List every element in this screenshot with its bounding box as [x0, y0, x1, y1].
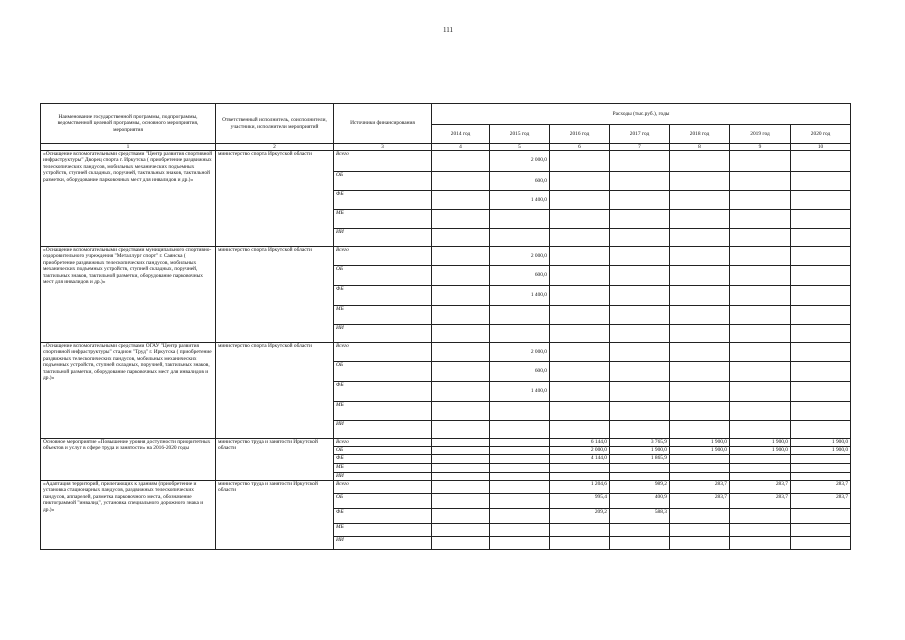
expense-cell — [791, 191, 851, 210]
expense-cell — [730, 509, 791, 524]
expense-cell — [610, 343, 670, 362]
funding-source: ОБ — [334, 172, 432, 191]
expense-cell — [791, 362, 851, 382]
expense-cell — [670, 362, 730, 382]
expense-cell — [730, 402, 791, 421]
expense-value: 2 000,0 — [530, 349, 547, 355]
funding-source: ФБ — [334, 191, 432, 210]
expense-cell — [610, 266, 670, 286]
measure-name: Основное мероприятие «Повышение уровня доступности приоритетных объектов и услуг в сфере труда и занятости» на 2016-2020 годы — [41, 439, 216, 481]
expense-cell — [550, 210, 610, 229]
expense-cell — [550, 447, 610, 455]
expense-cell — [730, 229, 791, 247]
expense-cell — [670, 473, 730, 481]
expense-value: 1 400,0 — [530, 292, 547, 298]
header-year: 2018 год — [670, 125, 730, 144]
column-number: 8 — [670, 144, 730, 151]
expense-value: 283,7 — [835, 481, 849, 487]
funding-source: Всего — [334, 247, 432, 266]
expense-cell — [550, 151, 610, 172]
expense-value: 1 900,0 — [831, 447, 849, 453]
expense-value: 209,2 — [594, 509, 607, 515]
expense-cell — [432, 286, 490, 306]
expense-cell — [791, 481, 851, 494]
expense-cell — [490, 524, 550, 537]
expense-cell — [432, 172, 490, 191]
expense-cell — [730, 286, 791, 306]
expense-value: 283,7 — [714, 494, 727, 500]
expense-cell — [730, 473, 791, 481]
expense-cell — [791, 537, 851, 550]
expense-cell — [490, 421, 550, 439]
expense-cell — [432, 439, 490, 447]
expense-cell — [432, 343, 490, 362]
expense-cell — [670, 286, 730, 306]
expense-cell — [490, 481, 550, 494]
header-year: 2020 год — [791, 125, 851, 144]
expense-value: 400,9 — [654, 494, 667, 500]
expense-cell — [550, 247, 610, 266]
measure-name: «Адаптация территорий, прилегающих к зданиям (приобретение и установка стационарных пандусов, раздвижных телескопических пандусов, аппарелей, разметка парковочного места, обозначение пиктограммой "инвалид", установка специального дорожного знака и др.)» — [41, 481, 216, 550]
expense-cell — [490, 494, 550, 509]
expense-cell — [432, 266, 490, 286]
expense-cell — [670, 494, 730, 509]
expense-cell — [610, 362, 670, 382]
expense-cell — [791, 421, 851, 439]
expense-cell — [432, 151, 490, 172]
expense-cell — [432, 210, 490, 229]
expense-cell — [670, 343, 730, 362]
expense-value: 1 900,0 — [710, 447, 727, 453]
measure-name: «Оснащение вспомогательными средствами ОГАУ "Центр развития спортивной инфраструктуры" стадион "Труд" г. Иркутска ( приобретение раздвижных телескопических пандусов, мобильных механических подъемных устройств, ступней складных, поручней, тактильных знаков, тактильной разметки, оборудование парковочных мест для инвалидов и др.)» — [41, 343, 216, 439]
expense-cell — [490, 402, 550, 421]
expense-value: 1 900,0 — [771, 447, 788, 453]
expense-cell — [550, 229, 610, 247]
expense-cell — [610, 402, 670, 421]
funding-source: ИИ — [334, 537, 432, 550]
expense-cell — [550, 172, 610, 191]
measure-name: «Оснащение вспомогательными средствами "Центр развития спортивной инфраструктуры" Дворец спорта г. Иркутска ( приобретение раздвижных телескопических пандусов, мобильных механических подъемных устройств, ступней складных, поручней, тактильных знаков, тактильной разметки, оборудование парковочных мест для инвалидов и др.)» — [41, 151, 216, 247]
table-row — [41, 151, 851, 172]
expense-cell — [610, 481, 670, 494]
column-number: 5 — [490, 144, 550, 151]
expense-cell — [550, 481, 610, 494]
funding-source: ИИ — [334, 325, 432, 343]
expense-cell — [490, 191, 550, 210]
table-row — [41, 247, 851, 266]
header-year: 2014 год — [432, 125, 490, 144]
funding-source: ОБ — [334, 266, 432, 286]
funding-source: ОБ — [334, 494, 432, 509]
header-responsible: Ответственный исполнитель, соисполнители, участники, исполнители мероприятий — [216, 104, 334, 144]
expense-cell — [791, 229, 851, 247]
expense-cell — [610, 286, 670, 306]
expense-cell — [670, 151, 730, 172]
expense-value: 4 144,0 — [590, 455, 607, 461]
expense-cell — [610, 494, 670, 509]
expense-cell — [550, 509, 610, 524]
expense-cell — [730, 343, 791, 362]
expense-cell — [730, 537, 791, 550]
expense-cell — [670, 537, 730, 550]
expense-cell — [610, 473, 670, 481]
expense-cell — [490, 247, 550, 266]
expense-cell — [791, 266, 851, 286]
funding-source: МБ — [334, 306, 432, 325]
funding-source: Всего — [334, 439, 432, 447]
expense-cell — [610, 421, 670, 439]
expense-cell — [490, 286, 550, 306]
expense-cell — [490, 447, 550, 455]
column-number: 1 — [41, 144, 216, 151]
column-number: 4 — [432, 144, 490, 151]
expense-cell — [550, 266, 610, 286]
funding-source: ФБ — [334, 286, 432, 306]
funding-source: МБ — [334, 524, 432, 537]
column-number: 10 — [791, 144, 851, 151]
expense-cell — [432, 362, 490, 382]
expense-cell — [550, 464, 610, 473]
expense-cell — [730, 421, 791, 439]
expense-cell — [670, 524, 730, 537]
expense-cell — [550, 494, 610, 509]
expense-cell — [791, 286, 851, 306]
measure-name: «Оснащение вспомогательными средствами муниципального спортивно-оздоровительного учреждения "Металлург спорт" г. Саянска ( приобретение раздвижных телескопических пандусов, мобильных механических подъемных устройств, ступней складных, поручней, тактильных знаков, тактильной разметки, оборудование парковочных мест для инвалидов и др.)» — [41, 247, 216, 343]
funding-source: МБ — [334, 464, 432, 473]
expense-cell — [490, 455, 550, 464]
funding-source: Всего — [334, 481, 432, 494]
header-source: Источники финансирования — [334, 104, 432, 144]
page-number: 111 — [443, 26, 453, 34]
column-number: 6 — [550, 144, 610, 151]
expense-cell — [670, 382, 730, 402]
expense-value: 600,0 — [534, 178, 547, 184]
header-year: 2015 год — [490, 125, 550, 144]
expense-cell — [791, 382, 851, 402]
table-body — [41, 151, 851, 550]
expense-cell — [670, 439, 730, 447]
expense-cell — [490, 229, 550, 247]
expense-cell — [550, 362, 610, 382]
expense-cell — [670, 229, 730, 247]
funding-source: ФБ — [334, 455, 432, 464]
funding-source: Всего — [334, 151, 432, 172]
expense-cell — [670, 266, 730, 286]
header-year: 2017 год — [610, 125, 670, 144]
expense-cell — [791, 325, 851, 343]
expense-cell — [490, 473, 550, 481]
expense-cell — [610, 325, 670, 343]
expense-cell — [432, 306, 490, 325]
funding-source: ОБ — [334, 447, 432, 455]
expense-cell — [730, 247, 791, 266]
expense-value: 1 900,0 — [650, 447, 667, 453]
expense-cell — [791, 306, 851, 325]
table-row — [41, 439, 851, 447]
expense-cell — [730, 439, 791, 447]
expense-cell — [670, 402, 730, 421]
expense-cell — [550, 455, 610, 464]
expense-cell — [670, 306, 730, 325]
column-number: 2 — [216, 144, 334, 151]
expense-cell — [791, 455, 851, 464]
responsible-executor: министерство спорта Иркутской области — [216, 247, 334, 343]
expense-cell — [610, 509, 670, 524]
expense-cell — [432, 537, 490, 550]
expense-value: 2 000,0 — [530, 253, 547, 259]
column-number: 7 — [610, 144, 670, 151]
expense-cell — [432, 524, 490, 537]
funding-source: ФБ — [334, 509, 432, 524]
expense-value: 600,0 — [534, 272, 547, 278]
expense-cell — [610, 191, 670, 210]
expense-cell — [610, 172, 670, 191]
responsible-executor: министерство спорта Иркутской области — [216, 151, 334, 247]
expense-cell — [550, 421, 610, 439]
expense-cell — [432, 481, 490, 494]
funding-source: Всего — [334, 343, 432, 362]
expense-cell — [791, 439, 851, 447]
expense-cell — [730, 266, 791, 286]
funding-source: МБ — [334, 210, 432, 229]
expense-value: 1 900,0 — [710, 439, 727, 445]
expense-cell — [610, 455, 670, 464]
expense-cell — [670, 509, 730, 524]
expense-cell — [730, 447, 791, 455]
expense-cell — [490, 266, 550, 286]
expense-cell — [791, 473, 851, 481]
expense-cell — [610, 464, 670, 473]
expense-cell — [490, 537, 550, 550]
expense-cell — [490, 464, 550, 473]
expense-cell — [791, 151, 851, 172]
expense-value: 1 865,9 — [650, 455, 667, 461]
expense-value: 1 900,0 — [771, 439, 788, 445]
expense-cell — [791, 524, 851, 537]
expense-cell — [730, 494, 791, 509]
expenses-table — [40, 103, 851, 550]
expense-value: 1 400,0 — [530, 197, 547, 203]
expense-cell — [730, 524, 791, 537]
expense-cell — [610, 210, 670, 229]
expense-cell — [730, 481, 791, 494]
expense-value: 283,7 — [775, 481, 788, 487]
expense-value: 283,7 — [714, 481, 727, 487]
funding-source: ИИ — [334, 421, 432, 439]
expense-cell — [550, 306, 610, 325]
expense-cell — [670, 210, 730, 229]
header-year: 2016 год — [550, 125, 610, 144]
funding-source: ИИ — [334, 229, 432, 247]
expense-cell — [550, 286, 610, 306]
expense-cell — [670, 447, 730, 455]
expense-cell — [791, 509, 851, 524]
expense-cell — [490, 509, 550, 524]
expense-cell — [670, 191, 730, 210]
expense-cell — [670, 325, 730, 343]
expense-value: 283,7 — [775, 494, 788, 500]
expense-cell — [791, 210, 851, 229]
expense-cell — [432, 464, 490, 473]
expense-cell — [670, 481, 730, 494]
expense-cell — [791, 172, 851, 191]
responsible-executor: министерство труда и занятости Иркутской области — [216, 481, 334, 550]
expense-cell — [432, 421, 490, 439]
table-row — [41, 481, 851, 494]
expense-value: 1 400,0 — [530, 388, 547, 394]
expense-cell — [670, 464, 730, 473]
expense-cell — [490, 151, 550, 172]
expense-cell — [490, 343, 550, 362]
expense-cell — [550, 402, 610, 421]
expense-cell — [550, 191, 610, 210]
expense-cell — [610, 151, 670, 172]
expense-cell — [490, 362, 550, 382]
funding-source: ИИ — [334, 473, 432, 481]
responsible-executor: министерство спорта Иркутской области — [216, 343, 334, 439]
expense-cell — [550, 473, 610, 481]
expense-cell — [432, 247, 490, 266]
expense-cell — [432, 473, 490, 481]
responsible-executor: министерство труда и занятости Иркутской области — [216, 439, 334, 481]
expense-cell — [610, 382, 670, 402]
expense-cell — [610, 447, 670, 455]
expense-cell — [670, 455, 730, 464]
expense-cell — [610, 537, 670, 550]
expense-value: 2 000,0 — [590, 447, 607, 453]
expense-cell — [670, 247, 730, 266]
expense-cell — [610, 524, 670, 537]
expense-cell — [432, 229, 490, 247]
expense-cell — [791, 494, 851, 509]
expense-cell — [791, 464, 851, 473]
expense-cell — [490, 210, 550, 229]
expense-value: 6 144,0 — [590, 439, 607, 445]
expense-cell — [610, 247, 670, 266]
expense-cell — [791, 247, 851, 266]
expense-cell — [610, 229, 670, 247]
expense-cell — [432, 447, 490, 455]
header-name: Наименование государственной программы, подпрограммы, ведомственной целевой программы, основного мероприятия, мероприятия — [41, 104, 216, 144]
column-number: 9 — [730, 144, 791, 151]
expense-cell — [791, 343, 851, 362]
expense-value: 1 204,6 — [590, 481, 607, 487]
expense-cell — [550, 439, 610, 447]
expense-cell — [730, 382, 791, 402]
expense-cell — [730, 191, 791, 210]
expense-cell — [432, 191, 490, 210]
expense-cell — [550, 524, 610, 537]
expense-cell — [432, 509, 490, 524]
expense-cell — [490, 172, 550, 191]
expense-cell — [730, 362, 791, 382]
column-number: 3 — [334, 144, 432, 151]
expense-cell — [550, 382, 610, 402]
table-header — [41, 104, 851, 151]
expense-cell — [730, 464, 791, 473]
expense-cell — [550, 537, 610, 550]
expense-cell — [490, 306, 550, 325]
expense-cell — [432, 455, 490, 464]
expense-cell — [670, 172, 730, 191]
expense-value: 3 765,9 — [650, 439, 667, 445]
expense-value: 600,0 — [534, 368, 547, 374]
table-row — [41, 343, 851, 362]
expense-cell — [730, 172, 791, 191]
expense-cell — [791, 402, 851, 421]
expense-value: 2 000,0 — [530, 157, 547, 163]
expense-cell — [432, 325, 490, 343]
expense-value: 283,7 — [835, 494, 849, 500]
expense-cell — [432, 382, 490, 402]
expense-cell — [670, 421, 730, 439]
expense-cell — [730, 325, 791, 343]
expense-cell — [730, 455, 791, 464]
expense-value: 1 900,0 — [831, 439, 849, 445]
expense-cell — [490, 439, 550, 447]
expense-cell — [550, 343, 610, 362]
header-year: 2019 год — [730, 125, 791, 144]
expense-cell — [432, 494, 490, 509]
header-expenses: Расходы (тыс.руб.), годы — [432, 104, 851, 125]
expense-value: 995,4 — [594, 494, 607, 500]
expense-cell — [490, 382, 550, 402]
expense-value: 989,2 — [654, 481, 667, 487]
expense-cell — [432, 402, 490, 421]
expense-cell — [730, 210, 791, 229]
expense-value: 588,3 — [654, 509, 667, 515]
expense-cell — [730, 151, 791, 172]
expense-cell — [791, 447, 851, 455]
funding-source: ФБ — [334, 382, 432, 402]
expense-cell — [610, 306, 670, 325]
funding-source: МБ — [334, 402, 432, 421]
expense-cell — [610, 439, 670, 447]
funding-source: ОБ — [334, 362, 432, 382]
expense-cell — [490, 325, 550, 343]
expense-cell — [550, 325, 610, 343]
expense-cell — [730, 306, 791, 325]
